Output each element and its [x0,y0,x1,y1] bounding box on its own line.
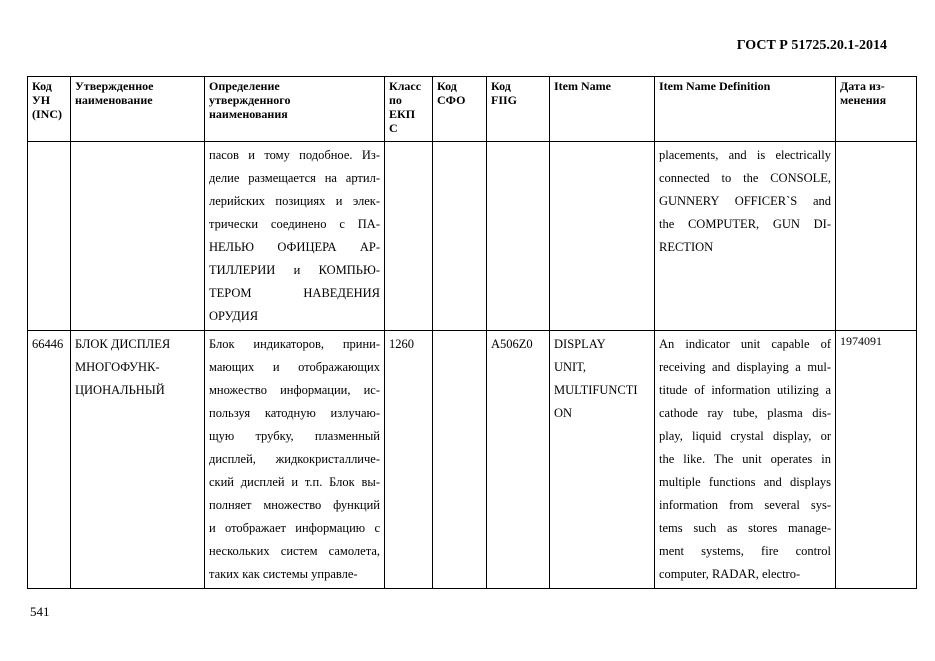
approved-name-cell [71,331,205,589]
text-line: receiving and displaying a mul- [659,360,831,374]
text-line: УН [32,93,51,107]
date-cell [836,142,917,331]
text-line: делие размещается на артил- [209,171,380,185]
text-line: Класс [389,79,422,93]
text-line: MULTIFUNCTI [554,383,638,397]
definition-cell [205,142,385,331]
text-line: Код [32,79,52,93]
text-line: ON [554,406,573,420]
text-line: МНОГОФУНК- [75,360,160,374]
col-date-header [836,77,917,142]
text-line: НЕЛЬЮ ОФИЦЕРА АР- [209,240,380,254]
text-line: (INC) [32,107,62,121]
text-line: пользуя катодную излучаю- [209,406,380,420]
text-line: полняет множество функций [209,498,380,512]
table-row [28,142,917,331]
text-line: the COMPUTER, GUN DI- [659,217,831,231]
text-line: Item Name Definition [659,79,771,93]
text-line: FIIG [491,93,518,107]
text-line: the like. The unit operates in [659,452,831,466]
text-line: С [389,121,398,135]
col-definition-header [205,77,385,142]
sfo-cell [433,142,487,331]
text-line: connected to the CONSOLE, [659,171,831,185]
col-fiig-header [487,77,550,142]
text-line: Определение [209,79,280,93]
text-line: по [389,93,402,107]
col-approved-name-header [71,77,205,142]
col-item-name-header [550,77,655,142]
text-line: ТЕРОМ НАВЕДЕНИЯ [209,286,380,300]
text-line: ЦИОНАЛЬНЫЙ [75,383,165,397]
text-line: таких как системы управле- [209,567,358,581]
text-line: RECTION [659,240,714,254]
class-cell [385,142,433,331]
text-line: play, liquid crystal display, or [659,429,831,443]
fiig-cell: A506Z0 [487,331,550,589]
nomenclature-table [27,76,917,589]
col-sfo-header [433,77,487,142]
item-name-cell [550,331,655,589]
col-item-definition-header [655,77,836,142]
text-line: ment systems, fire control [659,544,831,558]
text-line: computer, RADAR, electro- [659,567,801,581]
text-line: Код [491,79,511,93]
text-line: наименование [75,93,153,107]
inc-cell [28,142,71,331]
text-line: tems such as stores manage- [659,521,831,535]
text-line: Item Name [554,79,611,93]
fiig-cell [487,142,550,331]
text-line: information from several sys- [659,498,831,512]
approved-name-cell [71,142,205,331]
text-line: трически соединено с ПА- [209,217,380,231]
date-cell: 1974091 [836,331,917,589]
text-line: An indicator unit capable of [659,337,831,351]
item-name-cell [550,142,655,331]
header-row [28,77,917,142]
text-line: мающих и отображающих [209,360,380,374]
text-line: UNIT, [554,360,587,374]
text-line: Блок индикаторов, прини- [209,337,380,351]
text-line: пасов и тому подобное. Из- [209,148,380,162]
text-line: наименования [209,107,288,121]
text-line: Утвержденное [75,79,154,93]
text-line: множество информации, ис- [209,383,380,397]
text-line: менения [840,93,887,107]
text-line: multiple functions and displays [659,475,831,489]
col-inc-header [28,77,71,142]
sfo-cell [433,331,487,589]
text-line: Дата из- [840,79,885,93]
text-line: СФО [437,93,466,107]
definition-cell [205,331,385,589]
text-line: утвержденного [209,93,291,107]
text-line: titude of information utilizing a [659,383,831,397]
text-line: GUNNERY OFFICER`S and [659,194,831,208]
page-number: 541 [30,604,50,619]
text-line: ТИЛЛЕРИИ и КОМПЬЮ- [209,263,380,277]
text-line: щую трубку, плазменный [209,429,380,443]
text-line: ОРУДИЯ [209,309,259,323]
document-code: ГОСТ Р 51725.20.1-2014 [736,38,887,53]
text-line: placements, and is electrically [659,148,831,162]
item-definition-cell [655,142,836,331]
text-line: лерийских позициях и элек- [209,194,380,208]
col-class-header [385,77,433,142]
text-line: БЛОК ДИСПЛЕЯ [75,337,171,351]
text-line: DISPLAY [554,337,606,351]
item-definition-cell [655,331,836,589]
class-cell: 1260 [385,331,433,589]
text-line: Код [437,79,457,93]
text-line: ЕКП [389,107,416,121]
text-line: и отображает информацию с [209,521,380,535]
text-line: дисплей, жидкокристалличе- [209,452,380,466]
table-row [28,331,917,589]
text-line: cathode ray tube, plasma dis- [659,406,831,420]
inc-cell: 66446 [28,331,71,589]
text-line: нескольких систем самолета, [209,544,380,558]
text-line: ский дисплей и т.п. Блок вы- [209,475,380,489]
